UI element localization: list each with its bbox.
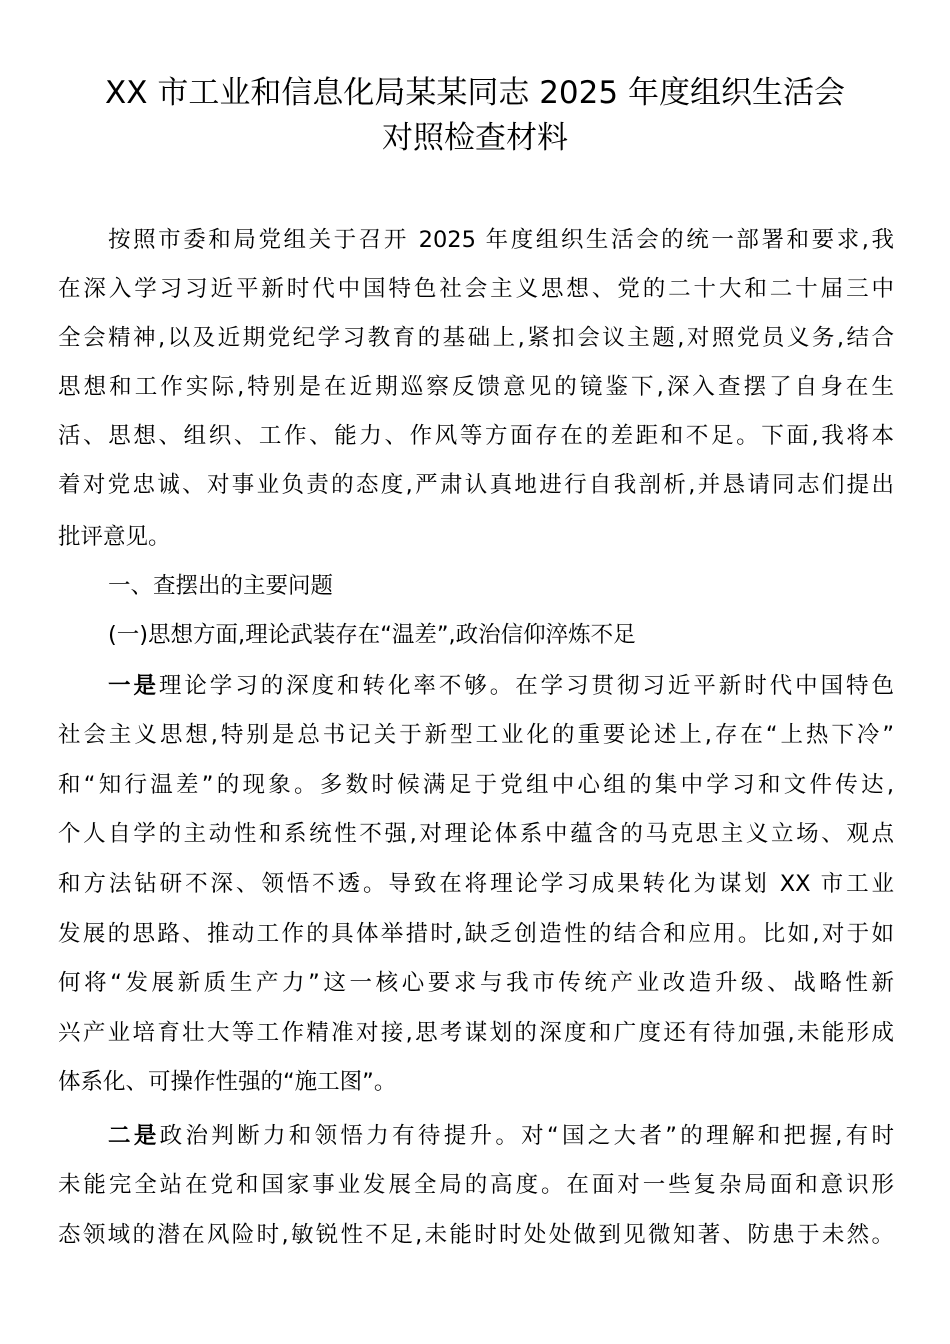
point-line: 兴产业培育壮大等工作精准对接,思考谋划的深度和广度还有待加强,未能形成 <box>58 1020 894 1046</box>
point-line: 体系化、可操作性强的“施工图”。 <box>58 1069 397 1095</box>
point-line: 态领域的潜在风险时,敏锐性不足,未能时时处处做到见微知著、防患于未然。 <box>58 1222 894 1248</box>
point-lead-label: 二是 <box>108 1123 160 1149</box>
point-text: 政治判断力和领悟力有待提升。对“国之大者”的理解和把握,有时 <box>159 1123 894 1149</box>
point-line: 个人自学的主动性和系统性不强,对理论体系中蕴含的马克思主义立场、观点 <box>58 821 894 847</box>
point-line: 未能完全站在党和国家事业发展全局的高度。在面对一些复杂局面和意识形 <box>58 1172 894 1198</box>
point-line: 何将“发展新质生产力”这一核心要求与我市传统产业改造升级、战略性新 <box>58 970 894 996</box>
point-line: 社会主义思想,特别是总书记关于新型工业化的重要论述上,存在“上热下冷” <box>58 722 894 748</box>
point-lead-label: 一是 <box>108 673 159 699</box>
section-heading: 一、查摆出的主要问题 <box>108 573 334 599</box>
point-text: 理论学习的深度和转化率不够。在学习贯彻习近平新时代中国特色 <box>158 673 894 699</box>
point-line <box>108 1121 894 1151</box>
intro-line: 思想和工作实际,特别是在近期巡察反馈意见的镜鉴下,深入查摆了自身在生 <box>58 374 894 400</box>
intro-line: 按照市委和局党组关于召开 2025 年度组织生活会的统一部署和要求,我 <box>108 227 894 253</box>
intro-line: 在深入学习习近平新时代中国特色社会主义思想、党的二十大和二十届三中 <box>58 276 894 302</box>
intro-line: 全会精神,以及近期党纪学习教育的基础上,紧扣会议主题,对照党员义务,结合 <box>58 325 894 351</box>
document-title-line-1: XX 市工业和信息化局某某同志 2025 年度组织生活会 <box>105 75 845 111</box>
intro-line: 活、思想、组织、工作、能力、作风等方面存在的差距和不足。下面,我将本 <box>58 423 894 449</box>
point-line: 和方法钻研不深、领悟不透。导致在将理论学习成果转化为谋划 XX 市工业 <box>58 871 894 897</box>
point-line: 发展的思路、推动工作的具体举措时,缺乏创造性的结合和应用。比如,对于如 <box>58 921 894 947</box>
intro-line: 批评意见。 <box>58 524 171 550</box>
intro-line: 着对党忠诚、对事业负责的态度,严肃认真地进行自我剖析,并恳请同志们提出 <box>58 472 894 498</box>
document-title-line-2: 对照检查材料 <box>382 120 568 156</box>
point-line: 和“知行温差”的现象。多数时候满足于党组中心组的集中学习和文件传达, <box>58 772 894 798</box>
point-line <box>108 671 894 701</box>
subsection-heading: (一)思想方面,理论武装存在“温差”,政治信仰淬炼不足 <box>108 622 636 648</box>
